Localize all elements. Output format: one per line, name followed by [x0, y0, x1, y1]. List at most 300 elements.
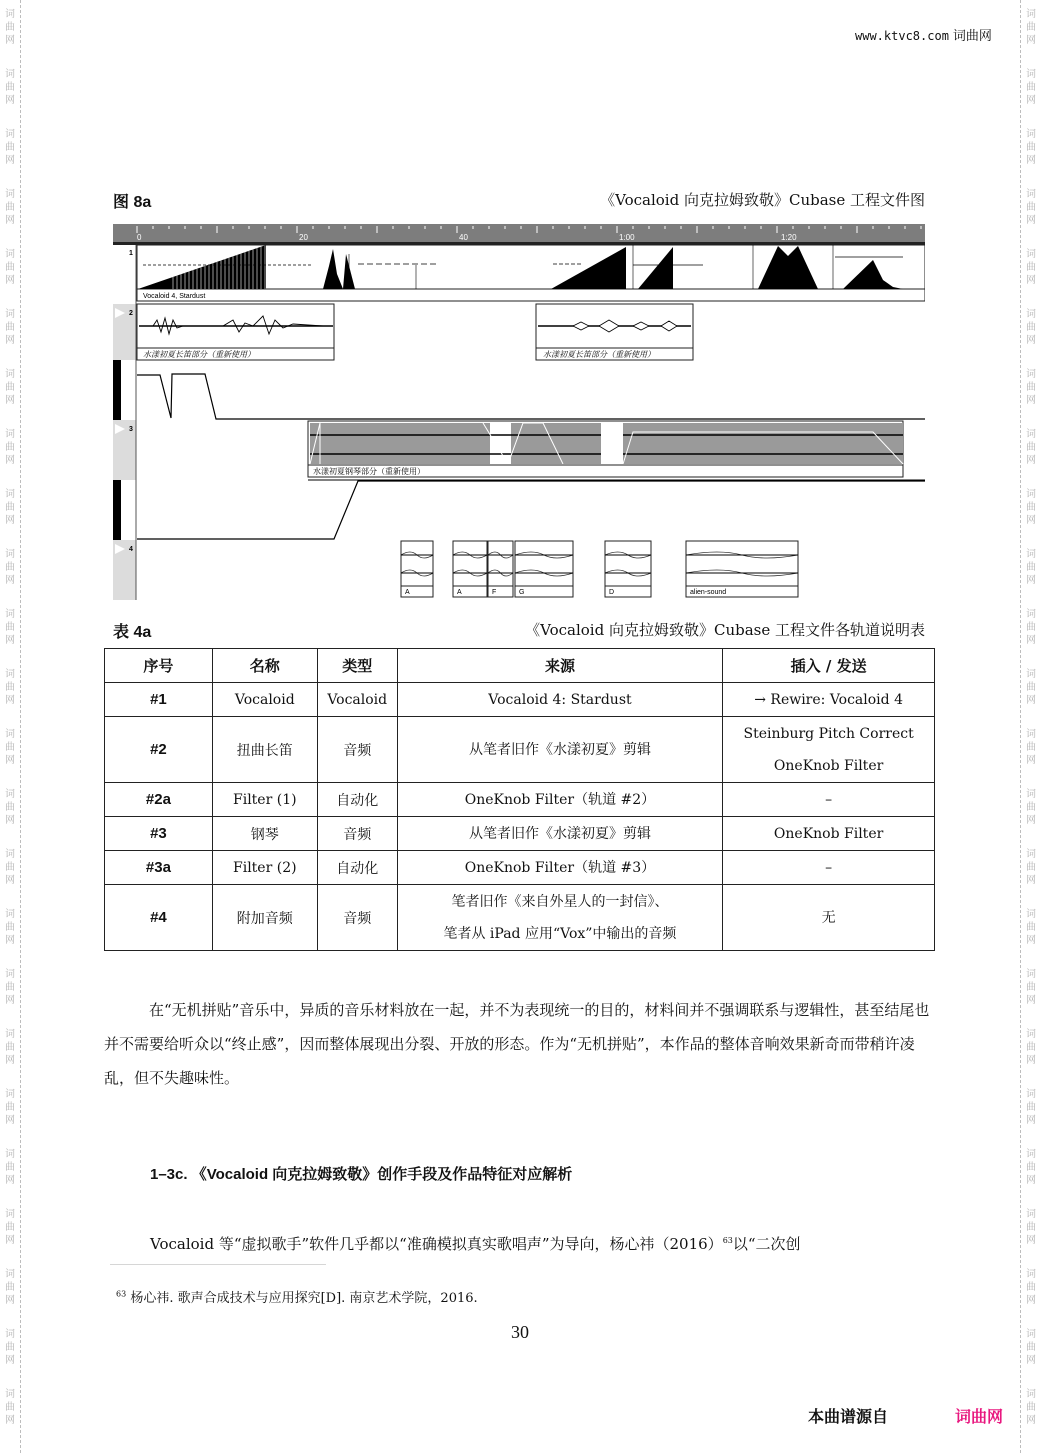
row-source — [397, 817, 723, 851]
clip-label: 水漾初夏长笛部分（重新使用） — [143, 350, 255, 359]
watermark-glyph: 网 — [5, 695, 15, 706]
watermark-glyph: 曲 — [1026, 562, 1036, 573]
watermark-glyph: 词 — [5, 609, 15, 620]
watermark-glyph: 曲 — [1026, 262, 1036, 273]
watermark-glyph: 词 — [5, 249, 15, 260]
watermark-glyphs — [3, 1208, 17, 1247]
watermark-glyphs — [3, 1028, 17, 1067]
watermark-glyphs — [3, 308, 17, 347]
watermark-glyphs — [3, 608, 17, 647]
clip-label: F — [492, 589, 497, 596]
watermark-glyph: 曲 — [1026, 142, 1036, 153]
row-type: 音频 — [317, 885, 397, 951]
watermark-glyph: 网 — [5, 395, 15, 406]
watermark-glyphs — [3, 248, 17, 287]
row-insert — [723, 683, 935, 717]
watermark-glyphs — [1024, 908, 1038, 947]
watermark-glyph: 曲 — [5, 82, 15, 93]
automation-curve-2a — [137, 374, 925, 419]
watermark-glyph: 网 — [5, 95, 15, 106]
watermark-glyph: 词 — [1026, 1149, 1036, 1160]
watermark-glyphs — [1024, 8, 1038, 47]
watermark-glyph: 网 — [1026, 215, 1036, 226]
watermark-glyphs — [1024, 188, 1038, 227]
watermark-glyphs — [3, 368, 17, 407]
row-name: Filter (2) — [212, 851, 317, 885]
watermark-glyph: 词 — [1026, 429, 1036, 440]
watermark-glyph: 网 — [5, 755, 15, 766]
watermark-glyphs — [1024, 1148, 1038, 1187]
page-number: 30 — [511, 1322, 529, 1342]
watermark-glyph: 曲 — [1026, 382, 1036, 393]
watermark-glyph: 词 — [1026, 129, 1036, 140]
track-1-clip — [137, 245, 925, 301]
watermark-glyph: 网 — [5, 515, 15, 526]
watermark-glyphs — [3, 188, 17, 227]
watermark-glyph: 曲 — [1026, 1222, 1036, 1233]
row-name: Vocaloid — [212, 683, 317, 717]
watermark-glyph: 词 — [5, 729, 15, 740]
watermark-glyph: 网 — [5, 215, 15, 226]
track-number: 1 — [129, 250, 133, 257]
watermark-glyph: 词 — [1026, 849, 1036, 860]
watermark-glyph: 网 — [1026, 275, 1036, 286]
row-id: #1 — [105, 683, 213, 717]
track-4-clip — [453, 541, 487, 597]
watermark-glyph: 词 — [5, 1329, 15, 1340]
row-source — [397, 683, 723, 717]
cell-line: OneKnob Filter（轨道 #3） — [464, 859, 656, 876]
watermark-glyph: 曲 — [5, 322, 15, 333]
watermark-glyph: 词 — [1026, 549, 1036, 560]
watermark-glyph: 词 — [1026, 1329, 1036, 1340]
watermark-glyph: 词 — [5, 849, 15, 860]
watermark-glyph: 网 — [1026, 755, 1036, 766]
watermark-glyph: 曲 — [5, 1282, 15, 1293]
watermark-glyph: 词 — [1026, 9, 1036, 20]
watermark-glyphs — [1024, 728, 1038, 767]
watermark-glyph: 曲 — [5, 1162, 15, 1173]
row-id: #3 — [105, 817, 213, 851]
watermark-glyph: 曲 — [1026, 622, 1036, 633]
track-2-clip — [536, 304, 693, 360]
watermark-glyph: 曲 — [5, 802, 15, 813]
ruler-mark: 40 — [459, 233, 468, 242]
ruler-mark: 0 — [137, 233, 142, 242]
ruler-mark: 20 — [299, 233, 308, 242]
watermark-glyph: 网 — [1026, 935, 1036, 946]
table-row — [105, 817, 935, 851]
table-row — [105, 683, 935, 717]
watermark-glyph: 词 — [5, 9, 15, 20]
watermark-glyph: 曲 — [1026, 82, 1036, 93]
watermark-glyph: 词 — [5, 1209, 15, 1220]
row-name: 附加音频 — [212, 885, 317, 951]
footnote-divider — [110, 1264, 326, 1265]
clip-label: 水漾初夏长笛部分（重新使用） — [543, 350, 655, 359]
watermark-glyph: 网 — [5, 1355, 15, 1366]
footnote-text: 杨心祎. 歌声合成技术与应用探究[D]. 南京艺术学院，2016. — [130, 1291, 478, 1306]
watermark-glyphs — [1024, 608, 1038, 647]
cell-line: 笔者旧作《来自外星人的一封信》、 — [451, 893, 669, 910]
track-number: 4 — [129, 546, 133, 553]
figure-title: 《Vocaloid 向克拉姆致敬》Cubase 工程文件图 — [600, 191, 925, 209]
watermark-glyph: 词 — [1026, 609, 1036, 620]
column-header: 名称 — [212, 649, 317, 683]
watermark-glyph: 曲 — [5, 1042, 15, 1053]
watermark-glyphs — [1024, 1388, 1038, 1427]
watermark-glyph: 网 — [1026, 1175, 1036, 1186]
watermark-glyph: 曲 — [5, 1102, 15, 1113]
row-insert — [723, 851, 935, 885]
watermark-glyphs — [1024, 308, 1038, 347]
watermark-glyph: 词 — [5, 129, 15, 140]
row-name: Filter (1) — [212, 783, 317, 817]
watermark-glyph: 曲 — [5, 922, 15, 933]
watermark-glyph: 网 — [1026, 815, 1036, 826]
timeline-ruler — [113, 224, 925, 244]
watermark-glyphs — [3, 968, 17, 1007]
row-insert — [723, 717, 935, 783]
row-id: #3a — [105, 851, 213, 885]
footnote-number: 63 — [116, 1289, 127, 1299]
watermark-glyph: 曲 — [1026, 1162, 1036, 1173]
watermark-glyphs — [1024, 428, 1038, 467]
watermark-glyph: 曲 — [1026, 802, 1036, 813]
clip-label: 水漾初夏钢琴部分（重新使用） — [313, 467, 425, 476]
body-paragraph-2 — [150, 1224, 940, 1261]
watermark-glyph: 词 — [5, 1149, 15, 1160]
watermark-glyph: 曲 — [5, 382, 15, 393]
watermark-glyph: 词 — [1026, 369, 1036, 380]
cell-line: Vocaloid 4: Stardust — [488, 691, 632, 708]
row-source — [397, 851, 723, 885]
watermark-glyph: 词 — [1026, 669, 1036, 680]
track-2-clip — [137, 304, 334, 360]
clip-label: A — [405, 589, 410, 596]
watermark-glyph: 网 — [1026, 1235, 1036, 1246]
watermark-glyph: 网 — [5, 1235, 15, 1246]
row-type: 音频 — [317, 817, 397, 851]
watermark-glyph: 网 — [5, 1415, 15, 1426]
row-id: #4 — [105, 885, 213, 951]
table-header-row — [105, 649, 935, 683]
watermark-glyph: 词 — [5, 969, 15, 980]
clip-label: D — [609, 589, 615, 596]
watermark-glyph: 词 — [1026, 189, 1036, 200]
watermark-glyph: 曲 — [5, 1222, 15, 1233]
row-name: 扭曲长笛 — [212, 717, 317, 783]
watermark-glyphs — [1024, 968, 1038, 1007]
watermark-glyph: 网 — [5, 335, 15, 346]
watermark-glyph: 词 — [1026, 1089, 1036, 1100]
footnote-ref[interactable]: 63 — [722, 1236, 733, 1245]
watermark-glyph: 曲 — [5, 22, 15, 33]
watermark-glyph: 词 — [1026, 729, 1036, 740]
watermark-glyph: 曲 — [1026, 322, 1036, 333]
watermark-glyphs — [3, 1388, 17, 1427]
watermark-glyph: 网 — [5, 815, 15, 826]
section-heading: 1–3c. 《Vocaloid 向克拉姆致敬》创作手段及作品特征对应解析 — [150, 1166, 573, 1183]
watermark-glyph: 曲 — [5, 1402, 15, 1413]
paragraph-text: Vocaloid 等“虚拟歌手”软件几乎都以“准确模拟真实歌唱声”为导向，杨心祎（2016） — [150, 1235, 723, 1253]
table-row — [105, 885, 935, 951]
watermark-glyph: 曲 — [5, 622, 15, 633]
watermark-glyph: 网 — [5, 635, 15, 646]
body-paragraph: 在“无机拼贴”音乐中，异质的音乐材料放在一起，并不为表现统一的目的，材料间并不强调联系与逻辑性，甚至结尾也并不需要给听众以“终止感”，因而整体展现出分裂、开放的形态。作为“无机拼贴”，本作品的整体音响效果新奇而带稍许凌乱，但不失趣味性。 — [104, 1001, 930, 1087]
site-name: 词曲网 — [952, 29, 992, 44]
watermark-glyph: 网 — [1026, 1055, 1036, 1066]
row-type: 自动化 — [317, 783, 397, 817]
track-4-clip — [488, 541, 513, 597]
track-3-clip — [308, 421, 903, 477]
watermark-glyph: 曲 — [5, 502, 15, 513]
cell-line: – — [825, 791, 833, 808]
row-insert — [723, 817, 935, 851]
footnote — [116, 1287, 478, 1306]
watermark-glyph: 网 — [1026, 695, 1036, 706]
watermark-glyph: 网 — [1026, 335, 1036, 346]
watermark-glyphs — [3, 728, 17, 767]
track-number: 3 — [129, 426, 133, 433]
site-watermark — [855, 25, 992, 44]
watermark-glyph: 曲 — [1026, 1042, 1036, 1053]
watermark-glyphs — [3, 1148, 17, 1187]
clip-label: G — [519, 589, 525, 596]
watermark-glyph: 曲 — [5, 262, 15, 273]
watermark-glyph: 网 — [5, 995, 15, 1006]
cell-line: Steinburg Pitch Correct — [743, 725, 914, 742]
watermark-glyph: 曲 — [1026, 1402, 1036, 1413]
row-source — [397, 783, 723, 817]
watermark-glyphs — [1024, 548, 1038, 587]
watermark-glyph: 词 — [1026, 489, 1036, 500]
automation-curve-3a — [137, 481, 925, 539]
watermark-glyph: 网 — [1026, 1115, 1036, 1126]
row-insert — [723, 885, 935, 951]
column-header: 插入 / 发送 — [723, 649, 935, 683]
watermark-glyph: 网 — [1026, 1295, 1036, 1306]
watermark-glyphs — [1024, 848, 1038, 887]
watermark-glyphs — [3, 908, 17, 947]
watermark-glyphs — [1024, 128, 1038, 167]
watermark-glyph: 曲 — [5, 862, 15, 873]
cell-line: OneKnob Filter — [773, 757, 884, 774]
watermark-glyphs — [1024, 788, 1038, 827]
watermark-glyph: 词 — [5, 489, 15, 500]
table-row — [105, 717, 935, 783]
watermark-glyph: 曲 — [5, 202, 15, 213]
watermark-glyph: 曲 — [5, 142, 15, 153]
watermark-glyph: 网 — [1026, 875, 1036, 886]
watermark-glyphs — [3, 428, 17, 467]
watermark-glyphs — [3, 548, 17, 587]
watermark-glyphs — [3, 788, 17, 827]
watermark-glyphs — [3, 848, 17, 887]
track-4-clip — [605, 541, 651, 597]
watermark-glyph: 词 — [1026, 249, 1036, 260]
clip-label: alien-sound — [690, 589, 727, 596]
track-description-table — [104, 648, 935, 951]
watermark-glyph: 词 — [5, 789, 15, 800]
watermark-glyph: 词 — [5, 1269, 15, 1280]
watermark-glyph: 词 — [5, 1029, 15, 1040]
watermark-glyph: 网 — [5, 575, 15, 586]
watermark-glyphs — [3, 68, 17, 107]
table-row — [105, 851, 935, 885]
watermark-glyph: 曲 — [5, 982, 15, 993]
watermark-glyph: 曲 — [1026, 22, 1036, 33]
clip-label: Vocaloid 4, Stardust — [143, 293, 206, 300]
cell-line: OneKnob Filter — [773, 825, 884, 842]
right-watermark-strip — [1020, 0, 1041, 1453]
watermark-glyphs — [1024, 1088, 1038, 1127]
watermark-glyph: 词 — [5, 309, 15, 320]
watermark-glyph: 曲 — [1026, 922, 1036, 933]
watermark-glyphs — [3, 128, 17, 167]
watermark-glyphs — [3, 488, 17, 527]
watermark-glyph: 网 — [1026, 35, 1036, 46]
watermark-glyph: 词 — [1026, 1389, 1036, 1400]
watermark-glyph: 网 — [5, 275, 15, 286]
watermark-glyph: 词 — [5, 1389, 15, 1400]
watermark-glyph: 网 — [5, 1175, 15, 1186]
watermark-glyph: 词 — [5, 69, 15, 80]
watermark-glyph: 词 — [5, 189, 15, 200]
watermark-glyph: 网 — [5, 155, 15, 166]
watermark-glyph: 曲 — [1026, 202, 1036, 213]
watermark-glyph: 曲 — [1026, 1342, 1036, 1353]
cell-line: – — [825, 859, 833, 876]
watermark-glyph: 曲 — [1026, 1102, 1036, 1113]
watermark-glyph: 网 — [1026, 1415, 1036, 1426]
watermark-glyph: 网 — [1026, 995, 1036, 1006]
watermark-glyphs — [1024, 668, 1038, 707]
source-brand[interactable]: 词曲网 — [955, 1407, 1004, 1426]
row-source — [397, 885, 723, 951]
cell-line: 从笔者旧作《水漾初夏》剪辑 — [468, 741, 651, 758]
watermark-glyphs — [3, 1328, 17, 1367]
column-header: 来源 — [397, 649, 723, 683]
cubase-project-screenshot — [113, 224, 925, 600]
cell-line: 笔者从 iPad 应用“Vox”中输出的音频 — [443, 925, 677, 942]
row-insert — [723, 783, 935, 817]
automation-header-3a — [113, 480, 121, 540]
watermark-glyphs — [3, 1088, 17, 1127]
watermark-glyph: 曲 — [5, 562, 15, 573]
watermark-glyph: 网 — [1026, 575, 1036, 586]
row-type: 音频 — [317, 717, 397, 783]
watermark-glyph: 曲 — [1026, 862, 1036, 873]
watermark-glyph: 词 — [1026, 309, 1036, 320]
watermark-glyph: 网 — [5, 875, 15, 886]
watermark-glyphs — [1024, 1208, 1038, 1247]
watermark-glyph: 网 — [1026, 95, 1036, 106]
watermark-glyph: 网 — [5, 35, 15, 46]
watermark-glyph: 曲 — [1026, 682, 1036, 693]
watermark-glyphs — [1024, 1028, 1038, 1067]
paragraph-text: 以“二次创 — [732, 1235, 801, 1253]
watermark-glyph: 词 — [5, 429, 15, 440]
watermark-glyph: 词 — [1026, 909, 1036, 920]
cell-line: → Rewire: Vocaloid 4 — [754, 691, 903, 708]
row-id: #2a — [105, 783, 213, 817]
watermark-glyph: 词 — [1026, 789, 1036, 800]
watermark-glyphs — [1024, 1268, 1038, 1307]
cell-line: 从笔者旧作《水漾初夏》剪辑 — [468, 825, 651, 842]
watermark-glyphs — [3, 1268, 17, 1307]
watermark-glyph: 词 — [1026, 1029, 1036, 1040]
watermark-glyph: 网 — [1026, 455, 1036, 466]
watermark-glyph: 网 — [5, 1115, 15, 1126]
watermark-glyphs — [1024, 1328, 1038, 1367]
watermark-glyph: 网 — [1026, 395, 1036, 406]
watermark-glyph: 词 — [5, 669, 15, 680]
watermark-glyph: 网 — [5, 455, 15, 466]
row-type: Vocaloid — [317, 683, 397, 717]
watermark-glyph: 词 — [5, 369, 15, 380]
watermark-glyph: 网 — [5, 1295, 15, 1306]
site-url: www.ktvc8.com — [855, 29, 949, 43]
watermark-glyph: 曲 — [5, 1342, 15, 1353]
watermark-glyphs — [1024, 488, 1038, 527]
figure-label: 图 8a — [113, 194, 152, 211]
watermark-glyph: 词 — [1026, 69, 1036, 80]
watermark-glyph: 词 — [1026, 969, 1036, 980]
table-label: 表 4a — [113, 624, 152, 641]
watermark-glyphs — [3, 668, 17, 707]
watermark-glyph: 词 — [5, 909, 15, 920]
watermark-glyph: 曲 — [5, 742, 15, 753]
watermark-glyph: 网 — [5, 1055, 15, 1066]
watermark-glyph: 词 — [5, 549, 15, 560]
watermark-glyph: 网 — [1026, 635, 1036, 646]
watermark-glyph: 曲 — [5, 682, 15, 693]
track-4-clip — [515, 541, 573, 597]
row-type: 自动化 — [317, 851, 397, 885]
ruler-mark: 1:00 — [619, 233, 635, 242]
column-header: 类型 — [317, 649, 397, 683]
left-watermark-strip — [0, 0, 21, 1453]
source-label: 本曲谱源自 — [808, 1407, 889, 1426]
watermark-glyph: 曲 — [1026, 442, 1036, 453]
track-4-clips — [401, 541, 798, 597]
cell-line: 无 — [821, 909, 836, 926]
watermark-glyph: 网 — [1026, 1355, 1036, 1366]
watermark-glyph: 网 — [1026, 155, 1036, 166]
watermark-glyphs — [3, 8, 17, 47]
column-header: 序号 — [105, 649, 213, 683]
watermark-glyph: 曲 — [1026, 982, 1036, 993]
watermark-glyphs — [1024, 68, 1038, 107]
watermark-glyph: 曲 — [1026, 742, 1036, 753]
track-4-clip — [686, 541, 798, 597]
watermark-glyph: 词 — [1026, 1269, 1036, 1280]
clip-label: A — [457, 589, 462, 596]
row-id: #2 — [105, 717, 213, 783]
watermark-glyph: 网 — [1026, 515, 1036, 526]
ruler-mark: 1:20 — [781, 233, 797, 242]
automation-header-2a — [113, 360, 121, 420]
track-4-clip — [401, 541, 433, 597]
watermark-glyphs — [1024, 248, 1038, 287]
row-name: 钢琴 — [212, 817, 317, 851]
cell-line: OneKnob Filter（轨道 #2） — [464, 791, 656, 808]
table-title: 《Vocaloid 向克拉姆致敬》Cubase 工程文件各轨道说明表 — [525, 621, 925, 639]
table-row — [105, 783, 935, 817]
watermark-glyph: 词 — [5, 1089, 15, 1100]
watermark-glyph: 网 — [5, 935, 15, 946]
